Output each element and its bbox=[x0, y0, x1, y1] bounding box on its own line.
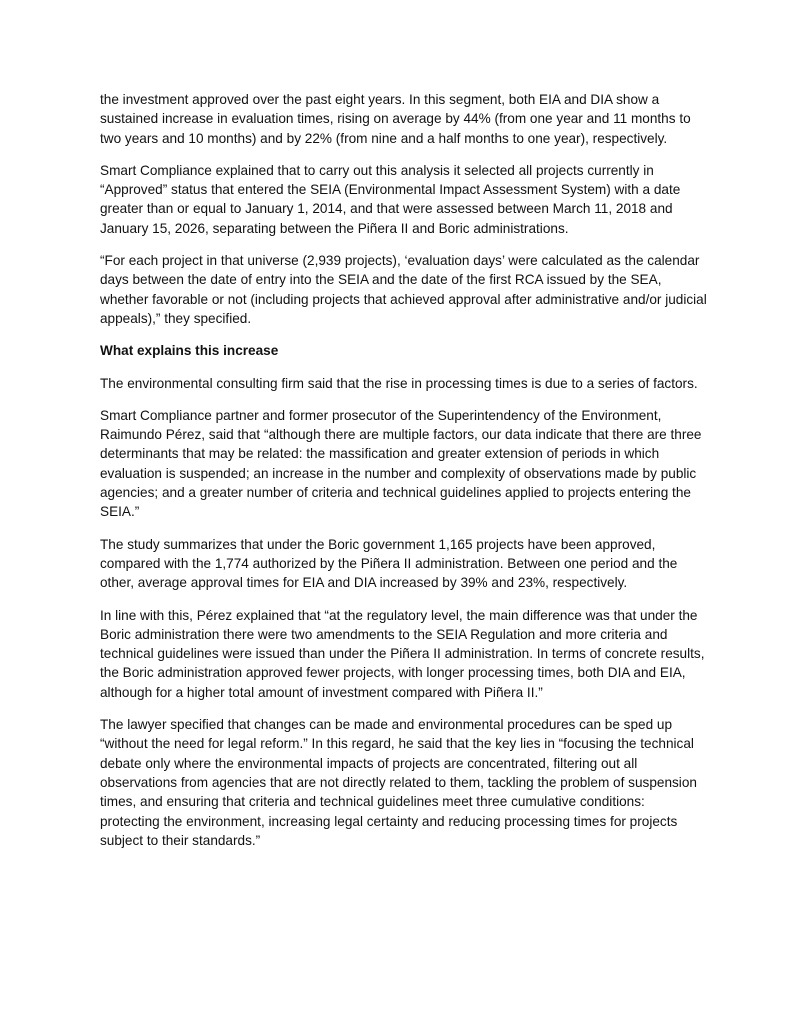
paragraph: The study summarizes that under the Boric government 1,165 projects have been approved, compared with the 1,774 authorized by the Piñera II administration. Between one period and the other, average approval times for EIA and DIA increased by 39% and 23%, respectively. bbox=[100, 536, 678, 591]
paragraph: “For each project in that universe (2,939 projects), ‘evaluation days’ were calculated as the calendar days between the date of entry into the SEIA and the date of the first RCA issued by the SEA, whether favorable or not (including projects that achieved approval after administrative and/or judicial appeals),” they specified. bbox=[100, 253, 707, 326]
paragraph: Smart Compliance explained that to carry out this analysis it selected all projects currently in “Approved” status that entered the SEIA (Environmental Impact Assessment System) with a date greater than or equal to January 1, 2014, and that were assessed between March 11, 2018 and January 15, 2026, separating between the Piñera II and Boric administrations. bbox=[100, 162, 681, 236]
section-heading: What explains this increase bbox=[100, 343, 279, 359]
paragraph: The lawyer specified that changes can be made and environmental procedures can be sped up “without the need for legal reform.” In this regard, he said that the key lies in “focusing the technical debate only where the environmental impacts of projects are concentrated, filtering out all observations from agencies that are not directly related to them, tackling the problem of suspension times, and ensuring that criteria and technical guidelines meet three cumulative conditions: protecting the environment, increasing legal certainty and reducing processing times for projects subject to their standards.” bbox=[100, 717, 697, 848]
paragraph: Smart Compliance partner and former prosecutor of the Superintendency of the Environment, Raimundo Pérez, said that “although there are multiple factors, our data indicate that there are three determinants that may be related: the massification and greater extension of periods in which evaluation is suspended; an increase in the number and complexity of observations made by public agencies; and a greater number of criteria and technical guidelines applied to projects entering the SEIA.” bbox=[100, 407, 702, 520]
paragraph: In line with this, Pérez explained that “at the regulatory level, the main difference was that under the Boric administration there were two amendments to the SEIA Regulation and more criteria and technical guidelines were issued than under the Piñera II administration. In terms of concrete results, the Boric administration approved fewer projects, with longer processing times, both DIA and EIA, although for a higher total amount of investment compared with Piñera II.” bbox=[100, 607, 705, 700]
paragraph: the investment approved over the past eight years. In this segment, both EIA and DIA show a sustained increase in evaluation times, rising on average by 44% (from one year and 11 months to two years and 10 months) and by 22% (from nine and a half months to one year), respectively. bbox=[100, 92, 691, 146]
paragraph: The environmental consulting firm said that the rise in processing times is due to a series of factors. bbox=[100, 375, 698, 391]
